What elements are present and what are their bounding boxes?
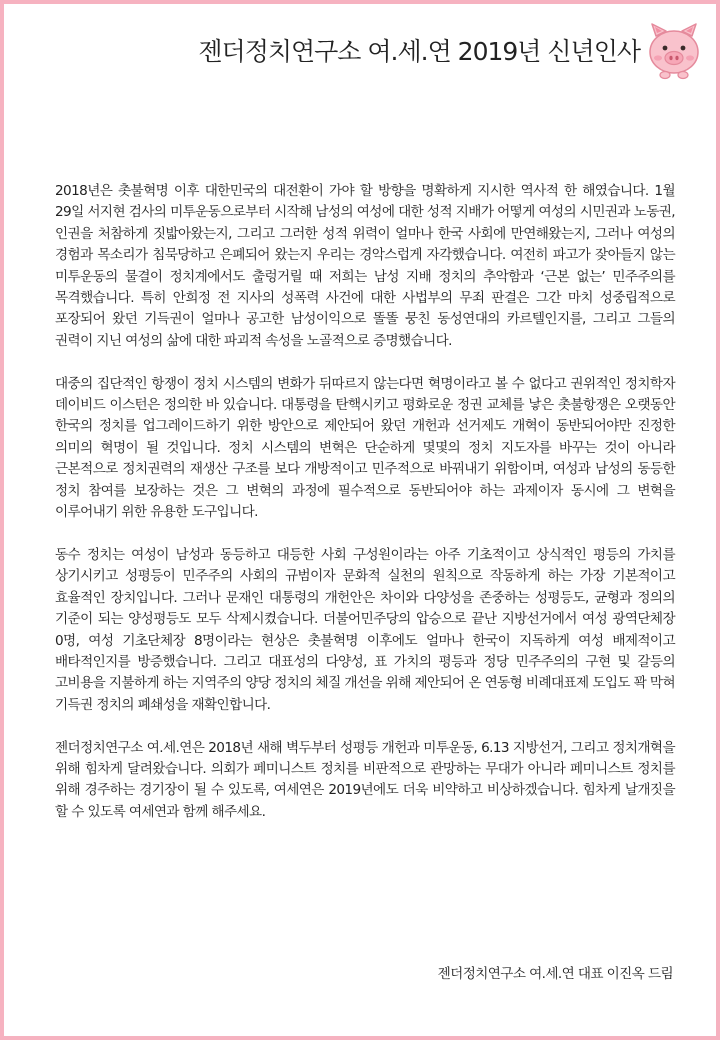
signature: 젠더정치연구소 여.세.연 대표 이진옥 드림 xyxy=(437,966,673,982)
paragraph-3: 동수 정치는 여성이 남성과 동등하고 대등한 사회 구성원이라는 아주 기초적이고 상식적인 평등의 가치를 상기시키고 성평등이 민주주의 사회의 규범이자 문화적 실천의 원칙으로 작동하게 하는 가장 기본적이고 효율적인 장치입니다. 그러나 문재인 대통령의 개헌안은 차이와 다양성을 존중하는 성평등도, 균형과 정의의 기준이 되는 양성평등도 모두 삭제시켰습니다. 더불어민주당의 압승으로 끝난 지방선거에서 여성 광역단체장 0명, 여성 기초단체장 8명이라는 현상은 촛불혁명 이후에도 얼마나 한국이 지독하게 여성 배제적이고 배타적인지를 방증했습니다. 그리고 대표성의 다양성, 표 가치의 평등과 정당 민주주의의 구현 및 갈등의 고비용을 지불하게 하는 지역주의 양당 정치의 체질 개선을 위해 제안되어 온 연동형 비례대표제 도입도 꽉 막혀 기득권 정치의 폐쇄성을 재확인합니다. xyxy=(55,546,675,713)
paragraph-1: 2018년은 촛불혁명 이후 대한민국의 대전환이 가야 할 방향을 명확하게 지시한 역사적 한 해였습니다. 1월 29일 서지현 검사의 미투운동으로부터 시작해 남성의 여성에 대한 성적 지배가 어떻게 여성의 시민권과 노동권, 인권을 처참하게 짓밟아왔는지, 그리고 그러한 성적 위력이 얼마나 한국 사회에 만연해왔는지, 그러나 여성의 경험과 목소리가 침묵당하고 은폐되어 왔는지 우리는 경악스럽게 자각했습니다. 여전히 파고가 잦아들지 않는 미투운동의 물결이 정치계에서도 출렁거릴 때 저희는 남성 지배 정치의 추악함과 ‘근본 없는’ 민주주의를 목격했습니다. 특히 안희정 전 지사의 성폭력 사건에 대한 사법부의 무죄 판결은 그간 마치 성중립적으로 포장되어 왔던 기득권이 얼마나 공고한 남성이익으로 똘똘 뭉친 동성연대의 카르텔인지를, 그리고 그들의 권력이 지닌 여성의 삶에 대한 파괴적 속성을 노골적으로 증명했습니다. xyxy=(55,183,675,349)
letter-body xyxy=(55,181,675,845)
pig-face-icon xyxy=(644,20,704,82)
page-title: 젠더정치연구소 여.세.연 2019년 신년인사 xyxy=(198,37,640,66)
paragraph-2: 대중의 집단적인 항쟁이 정치 시스템의 변화가 뒤따르지 않는다면 혁명이라고 볼 수 없다고 권위적인 정치학자 데이비드 이스턴은 정의한 바 있습니다. 대통령을 탄핵시키고 평화로운 정권 교체를 낳은 촛불항쟁은 오랫동안 한국의 정치를 업그레이드하기 위한 방안으로 제안되어 왔던 개헌과 선거제도 개혁이 동반되어야만 진정한 의미의 혁명이 될 것입니다. 정치 시스템의 변혁은 단순하게 몇몇의 정치 지도자를 바꾸는 것이 아니라 근본적으로 정치권력의 재생산 구조를 보다 개방적이고 민주적으로 바꿔내기 위함이며, 여성과 남성의 동등한 정치 참여를 보장하는 것은 그 변혁의 과정에 필수적으로 동반되어야 하는 과제이자 동시에 그 변혁을 이루어내기 위한 유용한 도구입니다. xyxy=(55,375,675,521)
paragraph-4: 젠더정치연구소 여.세.연은 2018년 새해 벽두부터 성평등 개헌과 미투운동, 6.13 지방선거, 그리고 정치개혁을 위해 힘차게 달려왔습니다. 의회가 페미니스트 정치를 비판적으로 관망하는 무대가 아니라 페미니스트 정치를 위해 경주하는 경기장이 될 수 있도록, 여세연은 2019년에도 더욱 비약하고 비상하겠습니다. 힘차게 날개짓을 할 수 있도록 여세연과 함께 해주세요. xyxy=(55,739,675,820)
